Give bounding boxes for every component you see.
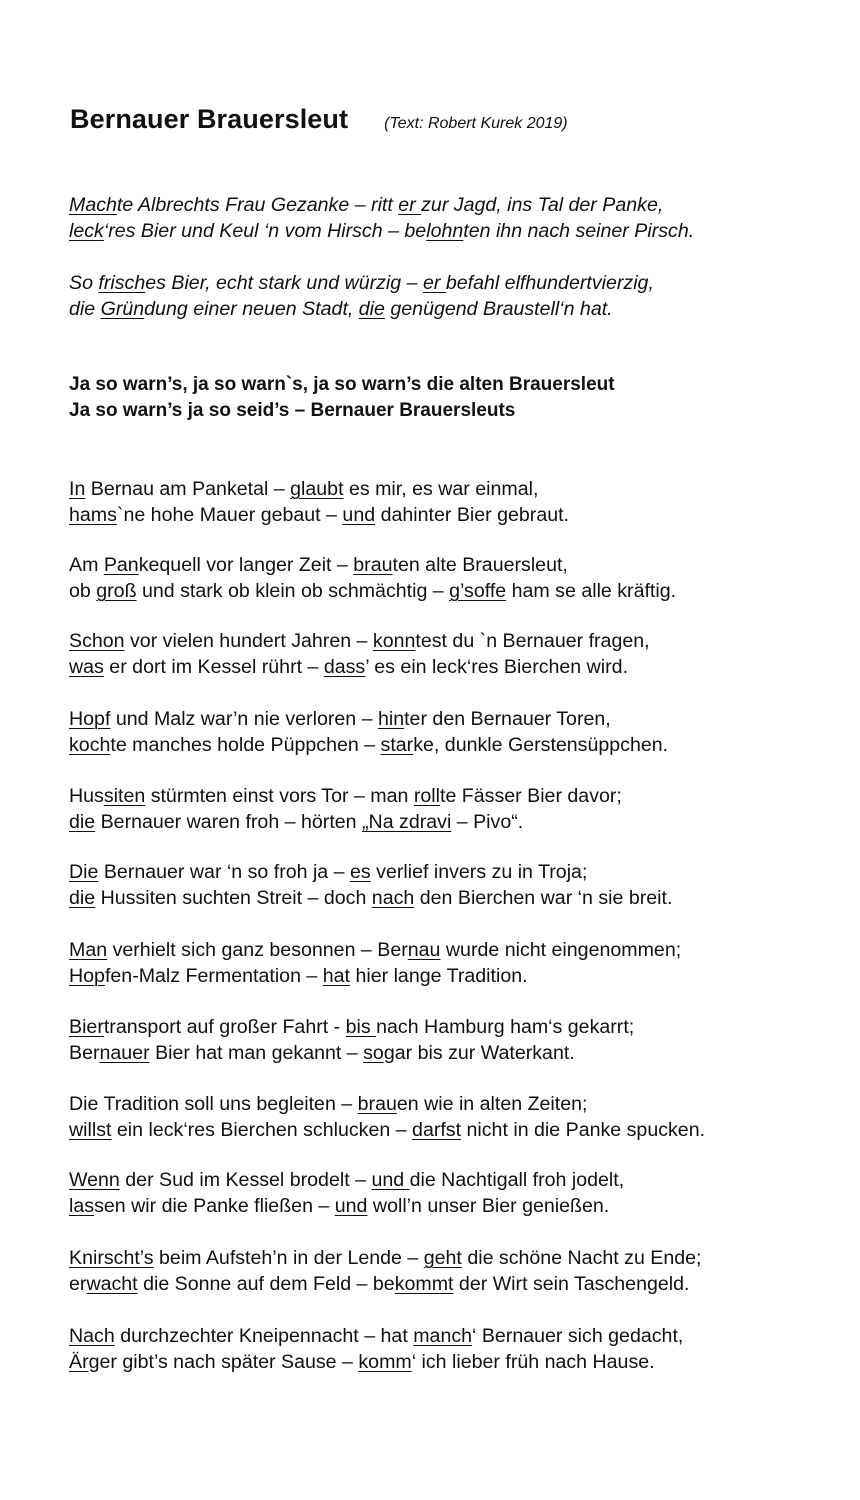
- underlined-syllable: Die: [69, 861, 99, 883]
- lyric-text: `ne hohe Mauer gebaut –: [116, 504, 343, 526]
- underlined-syllable: kommt: [394, 1273, 454, 1295]
- stanza: [69, 270, 654, 322]
- underlined-syllable: brau: [353, 554, 393, 576]
- lyric-text: Ja so warn’s, ja so warn`s, ja so warn’s die alten Brauersleut: [69, 374, 615, 395]
- underlined-syllable: lohn: [426, 220, 464, 242]
- lyric-text: Bernau am Panketal –: [85, 478, 291, 500]
- underlined-syllable: „Na zdravi: [362, 811, 452, 833]
- stanza: [69, 1014, 634, 1066]
- underlined-syllable: Hopf: [69, 708, 111, 730]
- underlined-syllable: nau: [407, 939, 441, 961]
- lyric-text: ’ es ein leck‘res Bierchen wird.: [365, 656, 629, 678]
- underlined-syllable: und: [371, 1169, 410, 1191]
- stanza: [69, 706, 668, 758]
- lyric-text: en wie in alten Zeiten;: [396, 1093, 588, 1115]
- lyric-text: zur Jagd, ins Tal der Panke,: [421, 194, 664, 216]
- lyric-text: beim Aufsteh’n in der Lende –: [153, 1247, 424, 1269]
- underlined-syllable: Nach: [69, 1325, 115, 1347]
- underlined-syllable: koch: [69, 734, 111, 756]
- lyric-text: die schöne Nacht zu Ende;: [461, 1247, 702, 1269]
- lyric-text: Ja so warn’s ja so seid’s – Bernauer Brauersleuts: [69, 400, 516, 421]
- lyric-text: verlief invers zu in Troja;: [370, 861, 588, 883]
- underlined-syllable: er: [398, 194, 422, 216]
- underlined-syllable: g’soffe: [449, 580, 507, 602]
- lyric-line: [69, 809, 622, 835]
- underlined-syllable: Pan: [103, 554, 139, 576]
- underlined-syllable: geht: [423, 1247, 462, 1269]
- underlined-syllable: die: [69, 811, 96, 833]
- underlined-syllable: komm: [358, 1351, 412, 1373]
- underlined-syllable: bis: [345, 1016, 377, 1038]
- lyric-text: test du `n Bernauer fragen,: [415, 630, 650, 652]
- lyric-text: ter den Bernauer Toren,: [404, 708, 611, 730]
- lyric-text: Bernauer waren froh – hörten: [95, 811, 363, 833]
- underlined-syllable: las: [69, 1195, 95, 1217]
- underlined-syllable: In: [69, 478, 86, 500]
- lyric-text: Bernauer war ‘n so froh ja –: [98, 861, 350, 883]
- underlined-syllable: Mach: [69, 194, 117, 216]
- lyric-line: [69, 732, 668, 758]
- underlined-syllable: die: [358, 298, 385, 320]
- lyric-text: ten ihn nach seiner Pirsch.: [463, 220, 695, 242]
- lyric-text: dahinter Bier gebraut.: [375, 504, 570, 526]
- lyric-line: [69, 270, 654, 296]
- underlined-syllable: leck: [69, 220, 104, 242]
- underlined-syllable: brau: [357, 1093, 397, 1115]
- underlined-syllable: siten: [103, 785, 146, 807]
- lyric-line: [69, 476, 569, 502]
- lyric-text: ten alte Brauersleut,: [392, 554, 568, 576]
- lyric-line: [69, 1349, 683, 1375]
- lyric-text: nach Hamburg ham‘s gekarrt;: [376, 1016, 635, 1038]
- lyric-text: ein leck‘res Bierchen schlucken –: [111, 1119, 413, 1141]
- lyric-text: ham se alle kräftig.: [506, 580, 677, 602]
- lyric-text: te manches holde Püppchen –: [110, 734, 381, 756]
- lyric-text: te Albrechts Frau Gezanke – ritt: [116, 194, 399, 216]
- lyric-text: und stark ob klein ob schmächtig –: [136, 580, 450, 602]
- lyric-line: [69, 578, 676, 604]
- lyric-line: [69, 1040, 634, 1066]
- lyric-text: transport auf großer Fahrt -: [103, 1016, 346, 1038]
- underlined-syllable: willst: [69, 1119, 112, 1141]
- lyric-text: gar bis zur Waterkant.: [383, 1042, 575, 1064]
- lyric-text: der Wirt sein Taschengeld.: [453, 1273, 690, 1295]
- author-credit: (Text: Robert Kurek 2019): [384, 115, 568, 132]
- underlined-syllable: die: [69, 887, 96, 909]
- lyric-text: durchzechter Kneipennacht – hat: [114, 1325, 414, 1347]
- underlined-syllable: Schon: [69, 630, 125, 652]
- stanza: [69, 1323, 683, 1375]
- lyric-line: [69, 1271, 702, 1297]
- stanza: [69, 476, 569, 528]
- lyric-line: [69, 706, 668, 732]
- underlined-syllable: glaubt: [290, 478, 344, 500]
- stanza: [69, 859, 672, 911]
- lyric-line: [69, 502, 569, 528]
- chorus: [69, 372, 615, 424]
- lyric-text: die Nachtigall froh jodelt,: [409, 1169, 625, 1191]
- underlined-syllable: Hop: [69, 965, 105, 987]
- lyric-text: und Malz war’n nie verloren –: [110, 708, 378, 730]
- stanza: [69, 1245, 702, 1297]
- lyric-text: Am: [69, 554, 104, 576]
- underlined-syllable: hams: [69, 504, 117, 526]
- underlined-syllable: er: [422, 272, 446, 294]
- lyric-line: [69, 398, 615, 424]
- underlined-syllable: hin: [377, 708, 405, 730]
- lyric-text: ‘ Bernauer sich gedacht,: [472, 1325, 684, 1347]
- stanza: [69, 783, 622, 835]
- lyric-text: kequell vor langer Zeit –: [138, 554, 354, 576]
- underlined-syllable: frisch: [98, 272, 146, 294]
- lyric-text: fen-Malz Fermentation –: [104, 965, 323, 987]
- underlined-syllable: groß: [96, 580, 137, 602]
- lyric-line: [69, 963, 681, 989]
- underlined-syllable: roll: [413, 785, 441, 807]
- lyric-text: Hussiten suchten Streit – doch: [95, 887, 372, 909]
- underlined-syllable: nach: [371, 887, 415, 909]
- lyric-text: er dort im Kessel rührt –: [103, 656, 324, 678]
- lyric-text: befahl elfhundertvierzig,: [445, 272, 654, 294]
- lyric-line: [69, 1117, 705, 1143]
- lyric-text: ‘ ich lieber früh nach Hause.: [411, 1351, 655, 1373]
- lyric-text: woll’n unser Bier genießen.: [367, 1195, 610, 1217]
- underlined-syllable: Bier: [69, 1016, 104, 1038]
- underlined-syllable: darfst: [412, 1119, 462, 1141]
- lyric-text: sen wir die Panke fließen –: [94, 1195, 335, 1217]
- stanza: [69, 1091, 705, 1143]
- lyric-text: ger gibt’s nach später Sause –: [88, 1351, 359, 1373]
- lyric-text: dung einer neuen Stadt,: [144, 298, 359, 320]
- lyric-line: [69, 218, 694, 244]
- lyric-text: Hus: [69, 785, 104, 807]
- stanza: [69, 1167, 624, 1219]
- lyric-text: der Sud im Kessel brodelt –: [119, 1169, 372, 1191]
- lyric-line: [69, 885, 672, 911]
- lyric-text: es mir, es war einmal,: [343, 478, 539, 500]
- lyric-line: [69, 1323, 683, 1349]
- lyric-line: [69, 654, 650, 680]
- lyric-line: [69, 296, 654, 322]
- underlined-syllable: konn: [372, 630, 416, 652]
- lyric-line: [69, 1245, 702, 1271]
- underlined-syllable: was: [69, 656, 104, 678]
- lyric-line: [69, 1091, 705, 1117]
- underlined-syllable: manch: [413, 1325, 473, 1347]
- underlined-syllable: hat: [322, 965, 351, 987]
- underlined-syllable: Grün: [100, 298, 145, 320]
- header: [70, 104, 568, 135]
- underlined-syllable: nauer: [99, 1042, 150, 1064]
- lyric-text: ‘res Bier und Keul ‘n vom Hirsch – be: [103, 220, 427, 242]
- page-title: Bernauer Brauersleut: [70, 104, 349, 134]
- lyric-line: [69, 552, 676, 578]
- lyric-line: [69, 1014, 634, 1040]
- lyric-text: ke, dunkle Gerstensüppchen.: [413, 734, 669, 756]
- stanza: [69, 937, 681, 989]
- lyric-text: – Pivo“.: [451, 811, 524, 833]
- underlined-syllable: Wenn: [69, 1169, 120, 1191]
- lyric-text: ob: [69, 580, 97, 602]
- underlined-syllable: Är: [69, 1351, 89, 1373]
- underlined-syllable: star: [380, 734, 414, 756]
- lyric-line: [69, 628, 650, 654]
- underlined-syllable: Man: [69, 939, 108, 961]
- lyric-text: Bier hat man gekannt –: [149, 1042, 364, 1064]
- lyric-text: die Sonne auf dem Feld – be: [137, 1273, 395, 1295]
- lyric-line: [69, 859, 672, 885]
- stanza: [69, 192, 694, 244]
- underlined-syllable: dass: [323, 656, 366, 678]
- lyric-text: vor vielen hundert Jahren –: [124, 630, 373, 652]
- lyric-text: stürmten einst vors Tor – man: [145, 785, 414, 807]
- underlined-syllable: und: [342, 504, 376, 526]
- lyric-line: [69, 192, 694, 218]
- lyric-text: verhielt sich ganz besonnen – Ber: [107, 939, 408, 961]
- lyric-text: Ber: [69, 1042, 100, 1064]
- lyric-text: es Bier, echt stark und würzig –: [145, 272, 423, 294]
- lyric-line: [69, 783, 622, 809]
- lyric-line: [69, 372, 615, 398]
- underlined-syllable: es: [350, 861, 371, 883]
- stanza: [69, 628, 650, 680]
- lyric-text: So: [69, 272, 99, 294]
- lyric-text: den Bierchen war ‘n sie breit.: [414, 887, 673, 909]
- underlined-syllable: und: [334, 1195, 368, 1217]
- lyric-text: te Fässer Bier davor;: [440, 785, 622, 807]
- underlined-syllable: so: [363, 1042, 384, 1064]
- lyric-text: genügend Braustell‘n hat.: [384, 298, 613, 320]
- lyric-line: [69, 937, 681, 963]
- lyric-text: er: [69, 1273, 87, 1295]
- lyric-line: [69, 1193, 624, 1219]
- stanza: [69, 552, 676, 604]
- lyric-text: wurde nicht eingenommen;: [440, 939, 682, 961]
- underlined-syllable: wacht: [86, 1273, 138, 1295]
- lyric-text: nicht in die Panke spucken.: [461, 1119, 706, 1141]
- underlined-syllable: Knirscht’s: [69, 1247, 154, 1269]
- lyric-text: die: [69, 298, 101, 320]
- lyric-text: hier lange Tradition.: [350, 965, 528, 987]
- lyric-line: [69, 1167, 624, 1193]
- lyric-text: Die Tradition soll uns begleiten –: [69, 1093, 358, 1115]
